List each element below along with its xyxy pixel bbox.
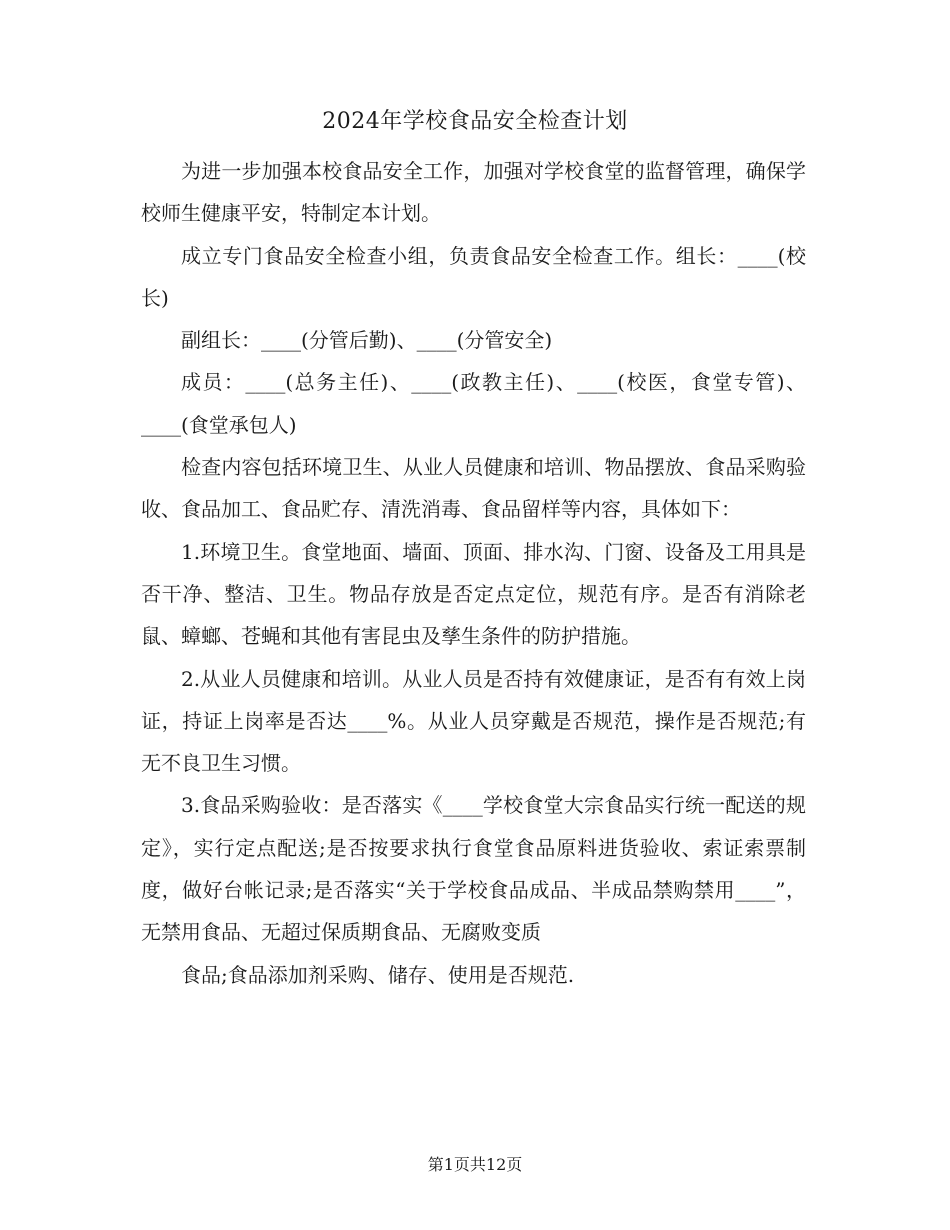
paragraph-members: 成员：____(总务主任)、____(政教主任)、____(校医，食堂专管)、____(食堂承包人) bbox=[141, 370, 806, 437]
page-title: 2024年学校食品安全检查计划 bbox=[322, 109, 628, 134]
paragraph-deputy-leader: 副组长：____(分管后勤)、____(分管安全) bbox=[181, 328, 553, 353]
page-number: 第1页共12页 bbox=[427, 1155, 523, 1174]
paragraph-intro: 为进一步加强本校食品安全工作，加强对学校食堂的监督管理，确保学校师生健康平安，特制定本计划。 bbox=[141, 159, 806, 226]
paragraph-team-leader: 成立专门食品安全检查小组，负责食品安全检查工作。组长：____(校长) bbox=[141, 243, 806, 310]
paragraph-item-environment: 1.环境卫生。食堂地面、墙面、顶面、排水沟、门窗、设备及工用具是否干净、整洁、卫生。物品存放是否定点定位，规范有序。是否有消除老鼠、蟑螂、苍蝇和其他有害昆虫及孳生条件的防护措施。 bbox=[141, 539, 806, 649]
paragraph-item-procurement: 3.食品采购验收：是否落实《____学校食堂大宗食品实行统一配送的规定》，实行定点配送;是否按要求执行食堂食品原料进货验收、索证索票制度，做好台帐记录;是否落实“关于学校食品成品、半成品禁购禁用____”，无禁用食品、无超过保质期食品、无腐败变质 bbox=[141, 793, 806, 945]
document-body bbox=[141, 150, 806, 996]
paragraph-inspection-scope: 检查内容包括环境卫生、从业人员健康和培训、物品摆放、食品采购验收、食品加工、食品贮存、清洗消毒、食品留样等内容，具体如下： bbox=[141, 455, 806, 522]
paragraph-item-staff-health: 2.从业人员健康和培训。从业人员是否持有效健康证，是否有有效上岗证，持证上岗率是否达____%。从业人员穿戴是否规范，操作是否规范;有无不良卫生习惯。 bbox=[141, 666, 806, 776]
paragraph-item-additives: 食品;食品添加剂采购、储存、使用是否规范. bbox=[181, 962, 575, 987]
